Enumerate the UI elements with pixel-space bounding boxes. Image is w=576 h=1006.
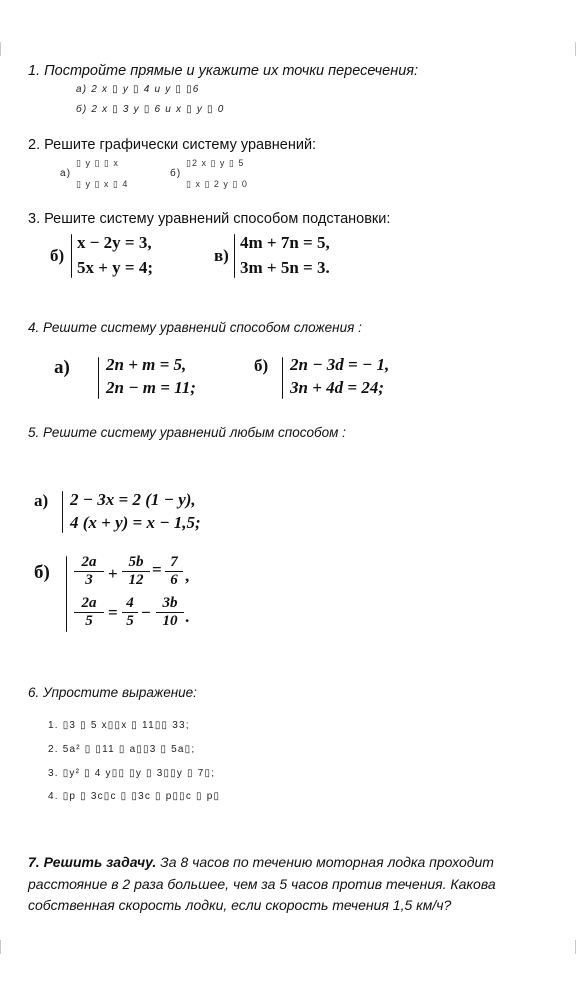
- task5-b-r1-frac3: [165, 554, 183, 589]
- task1-title: 1. Постройте прямые и укажите их точки пересечения:: [28, 63, 419, 79]
- task3-b-line1: x − 2y = 3,: [77, 233, 152, 252]
- task5-label-a: а): [34, 491, 49, 510]
- frac-denominator: 6: [170, 572, 178, 588]
- task7-text: За 8 часов по течению моторная лодка проходит расстояние в 2 раза большее, чем за 5 часов против течения. Какова собственная скорость лодки, если скорость течения 1,5 км/ч?: [28, 854, 496, 913]
- task4-a-line1: 2n + m = 5,: [106, 355, 187, 374]
- task3-b-line2: 5x + y = 4;: [77, 258, 154, 277]
- scan-corner-top-left: [0, 42, 11, 56]
- task5-b-r2-frac3: [156, 595, 184, 630]
- scan-corner-bottom-right: [565, 940, 576, 954]
- task3-v-line2: 3m + 5n = 3.: [240, 258, 330, 277]
- scan-corner-bottom-left: [0, 940, 11, 954]
- task4-a-brace: [98, 357, 99, 399]
- task6-title: 6. Упростите выражение:: [28, 685, 197, 700]
- task6-item: 4. ▯p ▯ 3c▯c ▯ ▯3c ▯ p▯▯c ▯ p▯: [48, 791, 221, 802]
- task4-label-b: б): [254, 356, 269, 375]
- task4-b-line2: 3n + 4d = 24;: [290, 378, 384, 397]
- task5-b-brace: [66, 556, 67, 632]
- frac-numerator: 3b: [162, 595, 178, 611]
- frac-denominator: 3: [85, 572, 93, 588]
- frac-denominator: 5: [126, 613, 134, 629]
- task5-b-r2-frac1: [74, 595, 104, 630]
- task5-a-line2: 4 (x + y) = x − 1,5;: [70, 513, 201, 532]
- task5-b-r2-op: −: [141, 603, 151, 622]
- frac-numerator: 2a: [81, 554, 97, 570]
- task5-a-line1: 2 − 3x = 2 (1 − y),: [70, 490, 196, 509]
- task3-b-brace: [71, 234, 72, 278]
- task3-label-v: в): [214, 246, 229, 265]
- frac-denominator: 12: [128, 572, 144, 588]
- frac-numerator: 2a: [81, 595, 97, 611]
- frac-denominator: 5: [85, 613, 93, 629]
- task5-b-r1-frac1: [74, 554, 104, 589]
- task5-b-r2-frac2: [122, 595, 138, 630]
- task1-item-b: б) 2 x ▯ 3 y ▯ 6 и x ▯ y ▯ 0: [76, 104, 225, 115]
- task4-title: 4. Решите систему уравнений способом сложения :: [28, 320, 362, 335]
- task6-item: 2. 5a² ▯ ▯11 ▯ a▯▯3 ▯ 5a▯;: [48, 744, 196, 755]
- task5-label-b: б): [34, 562, 50, 583]
- task5-b-r1-frac2: [122, 554, 150, 589]
- task5-b-r1-end: ,: [185, 566, 190, 585]
- task7-block: [28, 852, 568, 917]
- task5-title: 5. Решите систему уравнений любым способом :: [28, 425, 346, 440]
- task1-item-a: а) 2 x ▯ y ▯ 4 и y ▯ ▯6: [76, 84, 200, 95]
- task5-b-r1-eq: =: [152, 560, 162, 579]
- task2-b-line1: ▯2 x ▯ y ▯ 5: [186, 158, 245, 168]
- task3-label-b: б): [50, 246, 65, 265]
- frac-numerator: 5b: [128, 554, 144, 570]
- task2-a-line2: ▯ y ▯ x ▯ 4: [76, 179, 129, 189]
- task3-title: 3. Решите систему уравнений способом подстановки:: [28, 211, 391, 227]
- task6-item: 3. ▯y² ▯ 4 y▯▯ ▯y ▯ 3▯▯y ▯ 7▯;: [48, 768, 216, 779]
- task7-label: 7. Решить задачу.: [28, 854, 157, 870]
- task2-b-line2: ▯ x ▯ 2 y ▯ 0: [186, 179, 248, 189]
- frac-denominator: 10: [162, 613, 178, 629]
- task2-label-a: а): [60, 168, 72, 179]
- task3-v-line1: 4m + 7n = 5,: [240, 233, 330, 252]
- task4-label-a: а): [54, 357, 70, 378]
- task3-v-brace: [234, 234, 235, 278]
- task4-b-line1: 2n − 3d = − 1,: [290, 355, 390, 374]
- task6-item: 1. ▯3 ▯ 5 x▯▯x ▯ 11▯▯ 33;: [48, 720, 190, 731]
- task5-b-r1-op: +: [108, 564, 118, 583]
- scan-corner-top-right: [565, 42, 576, 56]
- task4-a-line2: 2n − m = 11;: [106, 378, 196, 397]
- frac-numerator: 7: [170, 554, 178, 570]
- task2-title: 2. Решите графически систему уравнений:: [28, 137, 317, 153]
- frac-numerator: 4: [126, 595, 134, 611]
- task5-a-brace: [62, 491, 63, 533]
- task2-label-b: б): [170, 168, 182, 179]
- task2-a-line1: ▯ y ▯ ▯ x: [76, 158, 119, 168]
- task5-b-r2-eq: =: [108, 603, 118, 622]
- task5-b-r2-end: .: [185, 607, 190, 626]
- task4-b-brace: [282, 357, 283, 399]
